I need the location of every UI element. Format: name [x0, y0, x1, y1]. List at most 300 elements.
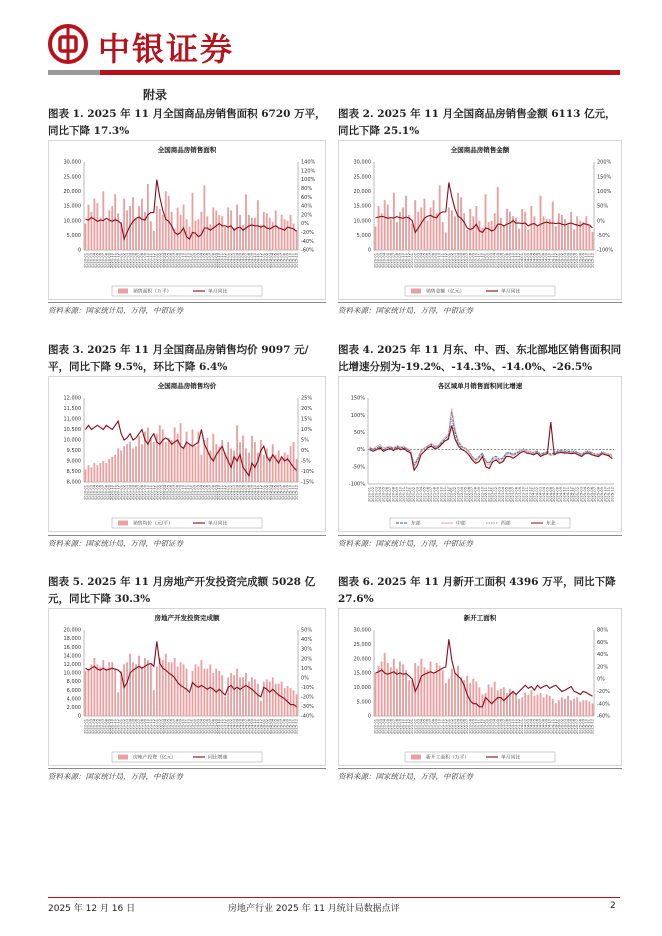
bar: [123, 199, 125, 250]
bar: [165, 654, 167, 716]
x-tick-label: 2021-04: [419, 719, 424, 735]
section-title: 附录: [143, 88, 168, 102]
x-tick-label: 2020-10: [401, 719, 406, 735]
legend-label: 新开工面积（万平）: [426, 755, 470, 761]
bar: [384, 653, 386, 716]
x-tick-label: 2023-08: [211, 719, 216, 735]
bar: [186, 669, 188, 716]
x-tick-label: 2020-08: [104, 485, 109, 501]
bar: [472, 679, 474, 716]
x-tick-label: 2021-02: [122, 253, 127, 269]
bar: [230, 673, 232, 716]
x-tick-label: 2020-04: [92, 485, 97, 501]
bar: [284, 219, 286, 250]
x-tick-label: 2025-08: [596, 487, 601, 503]
x-tick-label: 2022-12: [187, 719, 192, 735]
bar: [399, 662, 401, 716]
y-right-tick: 140%: [301, 159, 316, 166]
x-tick-label: 2021-11: [148, 485, 153, 501]
x-tick-label: 2022-01: [154, 485, 159, 501]
x-tick-label: 2023-01: [190, 719, 195, 735]
x-tick-label: 2023-12: [223, 485, 228, 501]
x-tick-label: 2021-03: [416, 253, 421, 269]
x-tick-label: 2022-03: [160, 719, 165, 735]
x-tick-label: 2022-09: [471, 719, 476, 735]
x-tick-label: 2025-05: [586, 487, 591, 503]
bar: [218, 215, 220, 250]
y-right-tick: 0%: [301, 448, 309, 455]
bar: [530, 206, 532, 250]
x-tick-label: 2024-11: [565, 487, 570, 503]
x-tick-label: 2020-03: [89, 719, 94, 735]
x-tick-label: 2023-11: [514, 719, 519, 735]
y-right-tick: 80%: [597, 627, 609, 634]
x-tick-label: 2020-12: [116, 485, 121, 501]
series-line: [85, 421, 296, 476]
bar: [500, 218, 502, 250]
bar: [408, 680, 410, 716]
x-tick-label: 2023-11: [220, 253, 225, 269]
figure-2-title: 图表 2. 2025 年 11 月全国商品房销售金额 6113 亿元，同比下降 25.1%: [338, 108, 616, 137]
bar: [509, 212, 511, 250]
x-tick-label: 2023-07: [208, 253, 213, 269]
bar: [171, 662, 173, 716]
bar: [150, 438, 152, 482]
x-tick-label: 2023-04: [199, 485, 204, 501]
x-tick-label: 2025-10: [288, 485, 293, 501]
footer-date: 2025 年 12 月 16 日: [48, 904, 136, 914]
bar: [402, 207, 404, 250]
bar: [189, 692, 191, 716]
bar: [168, 662, 170, 716]
bar: [153, 231, 155, 250]
bar: [451, 669, 453, 716]
bar: [266, 213, 268, 250]
bar: [405, 196, 407, 250]
x-tick-label: 2024-08: [541, 719, 546, 735]
bar: [442, 670, 444, 716]
bar: [570, 212, 572, 250]
x-tick-label: 2025-09: [581, 719, 586, 735]
x-tick-label: 2021-02: [122, 719, 127, 735]
bar: [132, 448, 134, 482]
bar: [567, 696, 569, 716]
y-left-tick: 6,000: [66, 687, 81, 694]
bar: [475, 206, 477, 250]
series-line: [370, 412, 613, 465]
y-right-tick: 40%: [301, 203, 313, 210]
x-tick-label: 2025-09: [285, 253, 290, 269]
x-tick-label: 2022-02: [449, 719, 454, 735]
bar: [108, 662, 110, 716]
x-tick-label: 2025-11: [291, 719, 296, 735]
bar: [144, 212, 146, 250]
y-right-tick: 150%: [597, 174, 612, 181]
y-left-tick: 10,000: [353, 684, 371, 691]
x-tick-label: 2024-02: [229, 719, 234, 735]
x-tick-label: 2020-05: [381, 487, 386, 503]
y-left-tick: 25,000: [353, 174, 371, 181]
divider: [338, 768, 622, 769]
bar: [433, 673, 435, 716]
bar: [521, 697, 523, 716]
x-tick-label: 2022-06: [169, 485, 174, 501]
y-right-tick: 0%: [597, 676, 605, 683]
x-tick-label: 2022-10: [474, 719, 479, 735]
x-tick-label: 2024-07: [538, 253, 543, 269]
bar: [242, 677, 244, 716]
x-tick-label: 2021-11: [442, 487, 447, 503]
x-tick-label: 2022-04: [456, 719, 461, 735]
bar: [527, 695, 529, 717]
x-tick-label: 2024-03: [538, 487, 543, 503]
x-tick-label: 2022-03: [160, 253, 165, 269]
bar: [162, 215, 164, 250]
x-tick-label: 2020-02: [376, 719, 381, 735]
chart-title: 新开工面积: [463, 614, 497, 622]
x-tick-label: 2024-05: [532, 253, 537, 269]
x-tick-label: 2021-12: [443, 253, 448, 269]
bar: [549, 696, 551, 716]
bar: [254, 218, 256, 250]
x-tick-label: 2023-07: [208, 719, 213, 735]
bar: [96, 465, 98, 482]
y-left-tick: 5,000: [66, 232, 81, 239]
series-line: [376, 639, 593, 707]
x-tick-label: 2022-12: [480, 253, 485, 269]
bar: [278, 684, 280, 716]
x-tick-label: 2020-06: [98, 719, 103, 735]
bar: [378, 666, 380, 716]
x-tick-label: 2025-03: [267, 719, 272, 735]
x-tick-label: 2021-01: [119, 719, 124, 735]
bar: [105, 669, 107, 716]
x-tick-label: 2020-07: [101, 485, 106, 501]
x-tick-label: 2021-04: [128, 719, 133, 735]
bar: [582, 222, 584, 250]
x-tick-label: 2025-11: [587, 719, 592, 735]
x-tick-label: 2020-08: [394, 719, 399, 735]
legend-label: 同比增速: [208, 755, 228, 761]
x-tick-label: 2020-12: [407, 719, 412, 735]
x-tick-label: 2023-06: [498, 253, 503, 269]
bar: [180, 423, 182, 482]
x-tick-label: 2021-06: [425, 253, 430, 269]
y-right-tick: 40%: [301, 637, 313, 644]
x-tick-label: 2024-03: [526, 253, 531, 269]
x-tick-label: 2025-08: [578, 253, 583, 269]
bar: [99, 463, 101, 482]
x-tick-label: 2020-03: [89, 253, 94, 269]
y-left-tick: 20,000: [353, 656, 371, 663]
x-tick-label: 2024-02: [229, 253, 234, 269]
bar: [251, 436, 253, 482]
x-tick-label: 2025-05: [273, 253, 278, 269]
x-tick-label: 2022-01: [446, 253, 451, 269]
x-tick-label: 2023-05: [202, 253, 207, 269]
bar: [254, 442, 256, 482]
bar: [588, 702, 590, 716]
bar: [126, 662, 128, 716]
bar: [414, 200, 416, 250]
legend-swatch: [118, 289, 128, 294]
x-tick-label: 2023-07: [208, 485, 213, 501]
x-tick-label: 2022-10: [181, 485, 186, 501]
x-tick-label: 2023-12: [528, 487, 533, 503]
bar: [138, 436, 140, 482]
bar: [396, 222, 398, 250]
bar: [457, 193, 459, 250]
x-tick-label: 2020-08: [391, 487, 396, 503]
x-tick-label: 2024-02: [523, 253, 528, 269]
x-tick-label: 2023-01: [190, 253, 195, 269]
x-tick-label: 2024-12: [258, 719, 263, 735]
y-right-tick: 20%: [301, 212, 313, 219]
x-tick-label: 2024-09: [249, 253, 254, 269]
x-tick-label: 2023-06: [205, 253, 210, 269]
bar: [260, 225, 262, 250]
bar: [114, 455, 116, 482]
bar: [436, 213, 438, 250]
bar: [242, 436, 244, 482]
x-tick-label: 2021-05: [422, 487, 427, 503]
bar: [582, 700, 584, 716]
chart-regional-growth: [338, 376, 622, 532]
x-tick-label: 2025-12: [294, 485, 299, 501]
x-tick-label: 2025-12: [590, 253, 595, 269]
bar: [260, 440, 262, 482]
x-tick-label: 2021-11: [440, 719, 445, 735]
bar: [111, 457, 113, 482]
chart-svg: [48, 608, 326, 766]
x-tick-label: 2023-01: [190, 485, 195, 501]
x-tick-label: 2023-12: [517, 253, 522, 269]
x-tick-label: 2021-10: [437, 719, 442, 735]
bar: [472, 216, 474, 250]
bar: [457, 666, 459, 716]
x-tick-label: 2020-01: [373, 719, 378, 735]
y-left-tick: 20,000: [353, 188, 371, 195]
x-tick-label: 2022-04: [459, 487, 464, 503]
y-left-tick: 0: [367, 247, 371, 254]
bar: [518, 699, 520, 716]
x-tick-label: 2020-01: [83, 253, 88, 269]
bar: [174, 427, 176, 482]
bar: [420, 659, 422, 716]
y-right-tick: 60%: [301, 194, 313, 201]
bar: [411, 224, 413, 250]
y-left-tick: 0%: [357, 447, 365, 454]
x-tick-label: 2025-01: [261, 719, 266, 735]
bar: [530, 690, 532, 716]
x-tick-label: 2022-04: [163, 253, 168, 269]
legend-label: 单月同比: [501, 755, 521, 761]
y-right-tick: 10%: [301, 427, 313, 434]
x-tick-label: 2021-02: [413, 719, 418, 735]
x-tick-label: 2020-10: [110, 253, 115, 269]
x-tick-label: 2025-04: [270, 253, 275, 269]
y-right-tick: -40%: [301, 713, 314, 720]
x-tick-labels: [83, 718, 298, 734]
x-tick-label: 2025-10: [288, 253, 293, 269]
y-right-tick: 200%: [597, 159, 612, 166]
x-tick-label: 2022-06: [169, 719, 174, 735]
bar: [91, 664, 93, 716]
x-tick-label: 2025-11: [606, 487, 611, 503]
x-tick-label: 2021-08: [139, 253, 144, 269]
bar: [183, 664, 185, 716]
x-tick-label: 2021-01: [410, 719, 415, 735]
x-tick-label: 2025-04: [566, 719, 571, 735]
bar: [524, 693, 526, 716]
x-tick-label: 2021-09: [434, 719, 439, 735]
x-tick-label: 2022-05: [166, 719, 171, 735]
x-tick-label: 2021-12: [446, 487, 451, 503]
legend-label: 东部: [411, 521, 421, 527]
x-tick-label: 2025-10: [288, 719, 293, 735]
y-right-tick: -50%: [597, 232, 610, 239]
x-tick-label: 2021-10: [145, 485, 150, 501]
y-right-tick: 100%: [597, 188, 612, 195]
bar: [212, 673, 214, 716]
x-tick-label: 2021-07: [136, 719, 141, 735]
bar: [537, 695, 539, 717]
bar: [494, 213, 496, 250]
x-tick-label: 2021-06: [134, 719, 139, 735]
bar: [540, 693, 542, 716]
bar: [506, 209, 508, 250]
y-right-tick: -10%: [301, 469, 314, 476]
bar: [141, 667, 143, 716]
x-tick-label: 2022-08: [473, 487, 478, 503]
legend-swatch: [118, 755, 128, 760]
figure-3-title: 图表 3. 2025 年 11 月全国商品房销售均价 9097 元/平，同比下降 9.5%，环比下降 6.4%: [48, 344, 309, 373]
x-tick-label: 2025-05: [569, 719, 574, 735]
bar: [192, 193, 194, 250]
x-tick-label: 2022-02: [453, 487, 458, 503]
x-tick-labels: [374, 252, 595, 268]
x-tick-label: 2022-02: [157, 719, 162, 735]
report-header: [0, 0, 662, 78]
legend-label: 中部: [456, 521, 466, 527]
bar: [209, 224, 211, 250]
x-tick-label: 2023-03: [196, 485, 201, 501]
x-tick-label: 2021-06: [134, 253, 139, 269]
x-tick-label: 2025-10: [584, 253, 589, 269]
x-tick-label: 2021-04: [418, 487, 423, 503]
x-tick-label: 2023-02: [193, 253, 198, 269]
bar: [284, 688, 286, 716]
x-tick-label: 2022-05: [459, 719, 464, 735]
bar: [177, 667, 179, 716]
x-tick-label: 2023-12: [517, 719, 522, 735]
x-tick-label: 2024-03: [232, 719, 237, 735]
bar: [451, 210, 453, 250]
bar: [91, 467, 93, 482]
x-tick-label: 2024-05: [238, 253, 243, 269]
y-right-tick: 30%: [301, 646, 313, 653]
x-tick-label: 2022-07: [172, 253, 177, 269]
x-tick-label: 2023-10: [217, 485, 222, 501]
bar: [206, 216, 208, 250]
chart-title: 房地产开发投资完成额: [154, 614, 220, 622]
x-tick-label: 2020-09: [397, 253, 402, 269]
x-tick-label: 2022-11: [184, 485, 189, 501]
x-tick-label: 2024-04: [235, 253, 240, 269]
x-tick-label: 2020-04: [382, 719, 387, 735]
bar: [221, 675, 223, 716]
x-tick-label: 2024-01: [226, 485, 231, 501]
x-tick-label: 2022-07: [172, 485, 177, 501]
x-tick-label: 2025-06: [276, 253, 281, 269]
figure-4-title: 图表 4. 2025 年 11 月东、中、西、东北部地区销售面积同比增速分别为-19.2%、-14.3%、-14.0%、-26.5%: [338, 344, 622, 373]
y-right-tick: -20%: [301, 694, 314, 701]
x-tick-label: 2023-02: [193, 719, 198, 735]
bar: [224, 227, 226, 250]
x-tick-label: 2021-06: [425, 719, 430, 735]
x-tick-label: 2022-09: [178, 253, 183, 269]
legend-label: 单月同比: [208, 289, 228, 295]
x-tick-label: 2023-08: [211, 485, 216, 501]
x-tick-label: 2025-12: [294, 253, 299, 269]
x-tick-label: 2022-03: [452, 719, 457, 735]
bar: [132, 197, 134, 250]
legend-swatch: [118, 521, 128, 526]
y-left-tick: 30,000: [63, 159, 81, 166]
x-tick-labels: [83, 252, 298, 268]
bar: [105, 221, 107, 250]
x-tick-label: 2025-09: [285, 719, 290, 735]
bar: [96, 203, 98, 250]
x-tick-label: 2020-08: [104, 719, 109, 735]
x-tick-label: 2021-09: [142, 253, 147, 269]
x-tick-label: 2023-03: [489, 719, 494, 735]
x-tick-label: 2020-04: [382, 253, 387, 269]
y-right-tick: 15%: [301, 416, 313, 423]
x-tick-label: 2025-12: [610, 487, 615, 503]
y-right-tick: 80%: [301, 186, 313, 192]
x-tick-label: 2021-12: [151, 485, 156, 501]
bar: [533, 216, 535, 250]
x-tick-label: 2025-05: [273, 485, 278, 501]
bar: [135, 446, 137, 482]
x-tick-label: 2025-04: [270, 485, 275, 501]
bar: [558, 213, 560, 250]
x-tick-label: 2025-01: [261, 253, 266, 269]
source-note: 资料来源：国家统计局，万得，中银证券: [338, 539, 473, 548]
bar: [266, 679, 268, 716]
bar: [445, 232, 447, 250]
bar: [500, 689, 502, 716]
y-left-tick: 11,500: [63, 406, 81, 413]
bar: [245, 194, 247, 250]
bar: [527, 229, 529, 250]
x-tick-label: 2024-08: [555, 487, 560, 503]
x-tick-label: 2021-02: [412, 487, 417, 503]
bar: [485, 693, 487, 716]
bar: [439, 185, 441, 250]
x-tick-label: 2022-02: [157, 253, 162, 269]
y-left-tick: 25,000: [63, 174, 81, 181]
x-tick-label: 2025-10: [603, 487, 608, 503]
legend-label: 西部: [501, 521, 511, 527]
bar: [215, 444, 217, 482]
bar: [390, 667, 392, 716]
x-tick-label: 2022-12: [187, 485, 192, 501]
x-tick-label: 2021-07: [136, 485, 141, 501]
bar: [99, 667, 101, 716]
bar: [227, 207, 229, 250]
